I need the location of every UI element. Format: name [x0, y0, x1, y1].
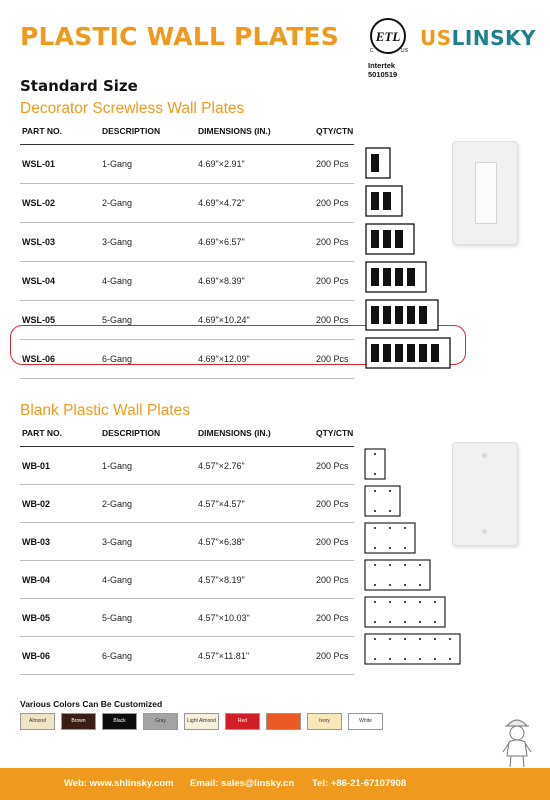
description-cell: 4-Gang — [102, 276, 133, 286]
colors-heading: Various Colors Can Be Customized — [20, 699, 163, 709]
brand-logo — [420, 26, 536, 50]
color-swatch: White — [348, 713, 383, 730]
quantity-cell: 200 Pcs — [316, 650, 349, 661]
table-row — [20, 184, 354, 223]
decorator-section-title: Decorator Screwless Wall Plates — [20, 100, 245, 117]
col-header-description: DESCRIPTION — [102, 428, 161, 438]
brand-part-2: LINSKY — [451, 26, 536, 50]
col-header-qty: QTY/CTN — [316, 428, 354, 438]
quantity-cell: 200 Pcs — [316, 612, 349, 623]
color-swatch — [266, 713, 301, 730]
description-cell: 5-Gang — [102, 315, 133, 325]
blank-section-title: Blank Plastic Wall Plates — [20, 402, 190, 419]
dimensions-cell: 4.69"×10.24" — [198, 315, 250, 325]
dimensions-cell: 4.69"×12.09" — [198, 354, 250, 364]
dimensions-cell: 4.57"×10.03" — [198, 612, 250, 623]
blank-plate-icon-4 — [364, 559, 433, 593]
blank-plate-icon-5 — [364, 596, 448, 630]
cert-line-2: 5010519 — [368, 70, 398, 79]
part-number-cell: WSL-01 — [22, 159, 56, 169]
color-swatch: Ivory — [307, 713, 342, 730]
quantity-cell: 200 Pcs — [316, 460, 349, 471]
col-header-dimensions: DIMENSIONS (IN.) — [198, 126, 271, 136]
part-number-cell: WSL-06 — [22, 354, 56, 364]
cert-line-1: Intertek — [368, 61, 396, 70]
color-swatch: Red — [225, 713, 260, 730]
dimensions-cell: 4.57"×4.57" — [198, 498, 245, 509]
part-number-cell: WB-03 — [22, 536, 51, 547]
decorator-plate-icon-5 — [365, 299, 441, 333]
table-row — [20, 599, 354, 637]
description-cell: 2-Gang — [102, 198, 133, 208]
svg-text:US: US — [401, 48, 408, 54]
footer-website: Web: www.shlinsky.com — [64, 778, 174, 789]
page-title: PLASTIC WALL PLATES — [20, 22, 339, 51]
color-swatch: Light Almond — [184, 713, 219, 730]
quantity-cell: 200 Pcs — [316, 198, 349, 208]
table-header — [20, 122, 354, 145]
color-swatch: Gray — [143, 713, 178, 730]
brand-part-1: US — [420, 26, 452, 50]
part-number-cell: WB-01 — [22, 460, 51, 471]
col-header-part: PART NO. — [22, 428, 62, 438]
dimensions-cell: 4.69"×6.57" — [198, 237, 245, 247]
quantity-cell: 200 Pcs — [316, 574, 349, 585]
decorator-plate-icon-1 — [365, 147, 393, 181]
quantity-cell: 200 Pcs — [316, 276, 349, 286]
dimensions-cell: 4.57"×6.38" — [198, 536, 245, 547]
color-swatch: Almond — [20, 713, 55, 730]
col-header-qty: QTY/CTN — [316, 126, 354, 136]
part-number-cell: WSL-02 — [22, 198, 56, 208]
part-number-cell: WSL-03 — [22, 237, 56, 247]
dimensions-cell: 4.57"×2.76" — [198, 460, 245, 471]
color-swatch: Black — [102, 713, 137, 730]
quantity-cell: 200 Pcs — [316, 498, 349, 509]
blank-plate-icon-6 — [364, 633, 463, 667]
table-row — [20, 262, 354, 301]
col-header-dimensions: DIMENSIONS (IN.) — [198, 428, 271, 438]
blank-plate-icon-3 — [364, 522, 418, 556]
description-cell: 1-Gang — [102, 159, 133, 169]
footer-phone: Tel: +86-21-67107908 — [312, 778, 407, 789]
table-row — [20, 223, 354, 262]
table-row — [20, 485, 354, 523]
dimensions-cell: 4.69"×8.39" — [198, 276, 245, 286]
blank-plate-icon-2 — [364, 485, 403, 519]
description-cell: 4-Gang — [102, 574, 133, 585]
quantity-cell: 200 Pcs — [316, 237, 349, 247]
table-row — [20, 447, 354, 485]
quantity-cell: 200 Pcs — [316, 354, 349, 364]
dimensions-cell: 4.57"×11.81" — [198, 650, 250, 661]
part-number-cell: WSL-04 — [22, 276, 56, 286]
blank-plate-photo — [452, 442, 518, 546]
decorator-plate-icon-2 — [365, 185, 405, 219]
description-cell: 2-Gang — [102, 498, 133, 509]
decorator-plate-icon-4 — [365, 261, 429, 295]
quantity-cell: 200 Pcs — [316, 536, 349, 547]
footer-email: Email: sales@linsky.cn — [190, 778, 295, 789]
dimensions-cell: 4.57"×8.19" — [198, 574, 245, 585]
quantity-cell: 200 Pcs — [316, 159, 349, 169]
quantity-cell: 200 Pcs — [316, 315, 349, 325]
col-header-description: DESCRIPTION — [102, 126, 161, 136]
description-cell: 6-Gang — [102, 354, 133, 364]
dimensions-cell: 4.69"×2.91" — [198, 159, 245, 169]
etl-logo-icon — [368, 16, 408, 56]
description-cell: 5-Gang — [102, 612, 133, 623]
description-cell: 6-Gang — [102, 650, 133, 661]
part-number-cell: WB-05 — [22, 612, 51, 623]
footer-bar — [0, 768, 550, 800]
description-cell: 3-Gang — [102, 536, 133, 547]
table-row — [20, 637, 354, 675]
cert-mark-text: ETL — [375, 29, 401, 44]
svg-text:C: C — [370, 48, 374, 54]
part-number-cell: WB-06 — [22, 650, 51, 661]
description-cell: 3-Gang — [102, 237, 133, 247]
description-cell: 1-Gang — [102, 460, 133, 471]
color-swatches — [20, 713, 390, 733]
table-header — [20, 424, 354, 447]
decorator-plate-photo — [452, 141, 518, 245]
col-header-part: PART NO. — [22, 126, 62, 136]
table-row — [20, 561, 354, 599]
table-row — [20, 523, 354, 561]
etl-certification-mark — [368, 16, 412, 79]
table-row — [20, 145, 354, 184]
size-heading: Standard Size — [20, 77, 138, 95]
blank-plate-icon-1 — [364, 448, 388, 482]
part-number-cell: WB-02 — [22, 498, 51, 509]
mascot-worker-illustration — [497, 712, 537, 770]
color-swatch: Brown — [61, 713, 96, 730]
blank-table — [20, 424, 354, 675]
part-number-cell: WB-04 — [22, 574, 51, 585]
dimensions-cell: 4.69"×4.72" — [198, 198, 245, 208]
part-number-cell: WSL-05 — [22, 315, 56, 325]
decorator-plate-icon-3 — [365, 223, 417, 257]
decorator-plate-icon-6 — [365, 337, 453, 371]
